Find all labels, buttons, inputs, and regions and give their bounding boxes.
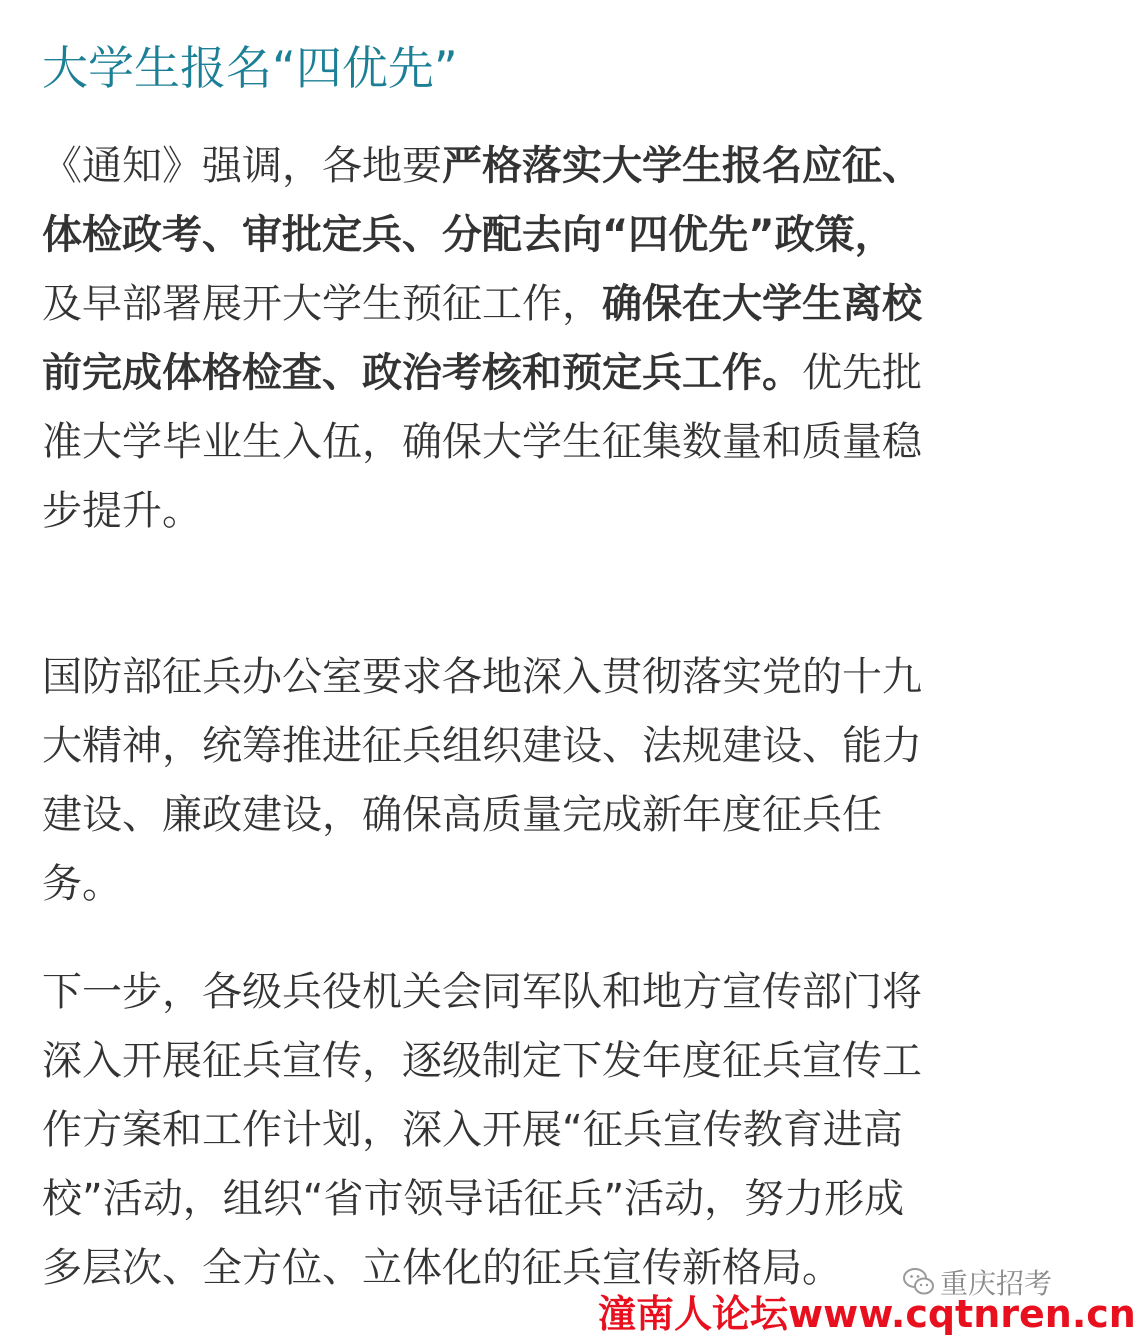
text-run: 步提升。: [42, 488, 202, 534]
text-line: [42, 477, 1042, 546]
text-line: 大精神，统筹推进征兵组织建设、法规建设、能力: [42, 723, 922, 769]
text-line: [42, 270, 1042, 339]
forum-watermark: 潼南人论坛www.cqtnren.cn: [598, 1292, 1136, 1336]
text-line: [42, 339, 1042, 408]
text-line: 校”活动，组织“省市领导话征兵”活动，努力形成: [42, 1176, 905, 1222]
text-run: 准大学毕业生入伍，确保大学生征集数量和质量稳: [42, 419, 922, 465]
text-run: 《通知》强调，各地要: [42, 143, 442, 189]
text-run: 优先批: [802, 350, 922, 396]
text-line: 作方案和工作计划，深入开展“征兵宣传教育进高: [42, 1107, 903, 1153]
text-line: [42, 408, 1042, 477]
text-run-bold: 体检政考、审批定兵、分配去向“四优先”政策，: [42, 212, 895, 258]
text-run-bold: 严格落实大学生报名应征、: [442, 143, 922, 189]
paragraph-next-steps: [42, 958, 1042, 1303]
text-line: 下一步，各级兵役机关会同军队和地方宣传部门将: [42, 969, 922, 1015]
text-line: [42, 132, 1042, 201]
section-heading: 大学生报名“四优先”: [42, 41, 458, 95]
text-line: 国防部征兵办公室要求各地深入贯彻落实党的十九: [42, 654, 922, 700]
text-line: 建设、廉政建设，确保高质量完成新年度征兵任: [42, 792, 882, 838]
paragraph-requirements: [42, 643, 1042, 919]
paragraph-notice: [42, 132, 1042, 546]
text-run-bold: 前完成体格检查、政治考核和预定兵工作。: [42, 350, 802, 396]
text-line: [42, 201, 1042, 270]
text-run: 及早部署展开大学生预征工作，: [42, 281, 602, 327]
text-line: 务。: [42, 861, 122, 907]
text-line: 深入开展征兵宣传，逐级制定下发年度征兵宣传工: [42, 1038, 922, 1084]
source-name: 重庆招考: [940, 1267, 1053, 1300]
text-line: 多层次、全方位、立体化的征兵宣传新格局。: [42, 1245, 842, 1291]
text-run-bold: 确保在大学生离校: [602, 281, 922, 327]
